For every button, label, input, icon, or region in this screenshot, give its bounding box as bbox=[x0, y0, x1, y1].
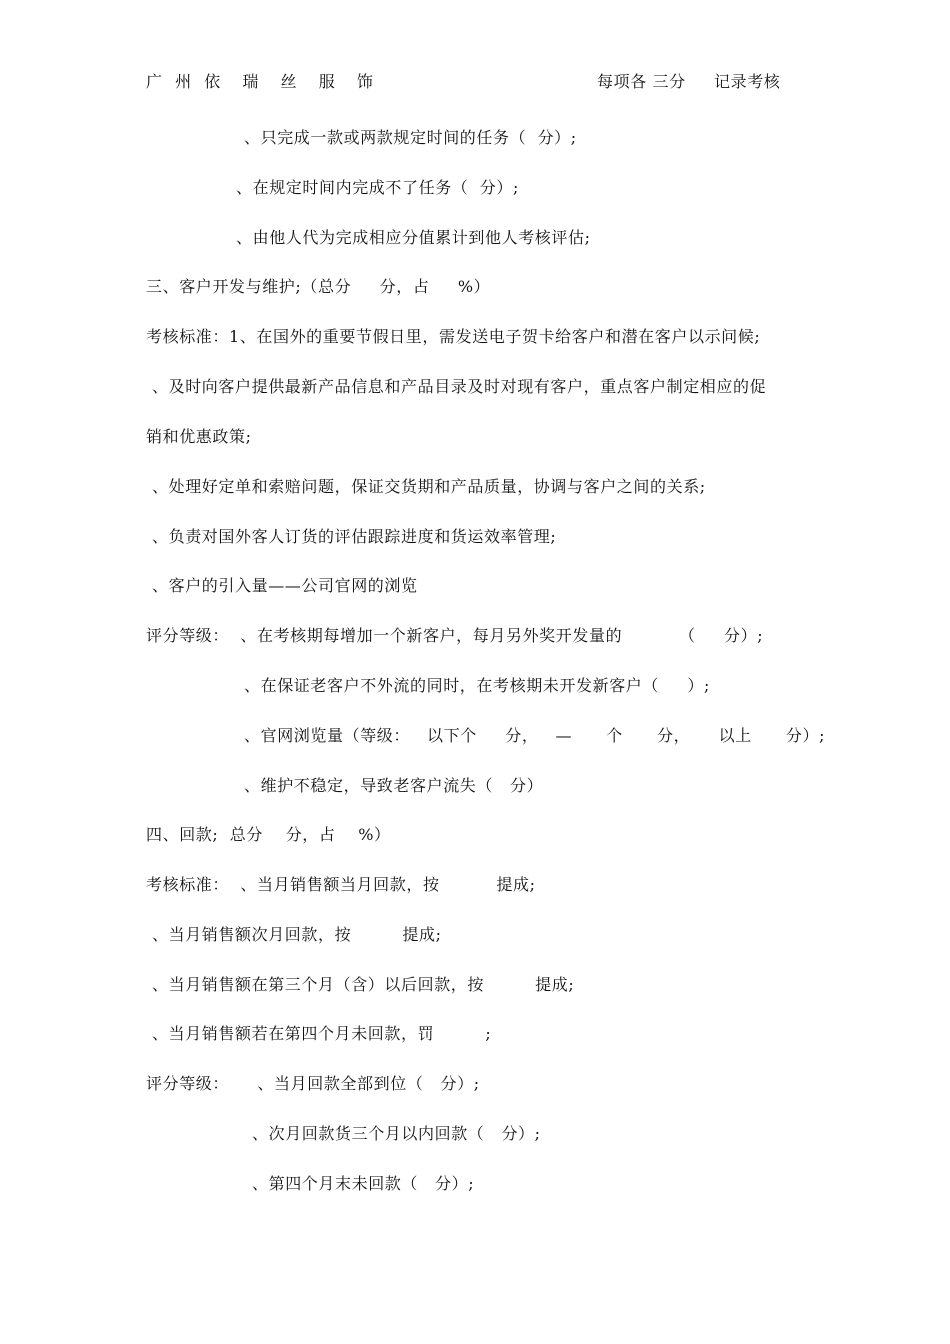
text-line: 、当月销售额次月回款，按 提成; bbox=[152, 925, 442, 944]
text-line: 、维护不稳定，导致老客户流失（ 分） bbox=[244, 776, 544, 795]
text-line: 、官网浏览量（等级： 以下个 分， — 个 分， 以上 分）; bbox=[244, 726, 826, 745]
text-line: 考核标准： 、当月销售额当月回款，按 提成; bbox=[146, 875, 536, 894]
text-line: 评分等级： 、当月回款全部到位（ 分）; bbox=[146, 1074, 480, 1093]
text-line: 、处理好定单和索赔问题，保证交货期和产品质量，协调与客户之间的关系; bbox=[152, 477, 706, 496]
record-label: 记录考核 bbox=[714, 72, 781, 91]
text-line: 、客户的引入量——公司官网的浏览 bbox=[152, 576, 418, 595]
text-line: 考核标准：1、在国外的重要节假日里，需发送电子贺卡给客户和潜在客户以示问候; bbox=[146, 327, 761, 346]
text-line: 、次月回款货三个月以内回款（ 分）; bbox=[252, 1124, 541, 1143]
text-line: 、当月销售额若在第四个月未回款，罚 ; bbox=[152, 1024, 492, 1043]
section-heading: 四、回款; 总分 分，占 %） bbox=[146, 825, 391, 844]
text-line: 、只完成一款或两款规定时间的任务（ 分）; bbox=[244, 128, 577, 147]
company-name: 广 州 依 瑞 丝 服 饰 bbox=[146, 72, 377, 91]
section-heading: 三、客户开发与维护;（总分 分，占 %） bbox=[146, 277, 491, 296]
text-line: 、第四个月末未回款（ 分）; bbox=[252, 1174, 475, 1193]
text-line: 、由他人代为完成相应分值累计到他人考核评估; bbox=[236, 228, 591, 247]
text-line: 销和优惠政策; bbox=[146, 427, 252, 446]
text-line: 、及时向客户提供最新产品信息和产品目录及时对现有客户，重点客户制定相应的促 bbox=[152, 377, 767, 396]
text-line: 、在保证老客户不外流的同时，在考核期未开发新客户（ ）; bbox=[244, 676, 711, 695]
text-line: 、负责对国外客人订货的评估跟踪进度和货运效率管理; bbox=[152, 527, 557, 546]
score-note: 每项各 三分 bbox=[597, 72, 686, 91]
text-line: 、在规定时间内完成不了任务（ 分）; bbox=[236, 178, 519, 197]
text-line: 、当月销售额在第三个月（含）以后回款，按 提成; bbox=[152, 975, 575, 994]
text-line: 评分等级： 、在考核期每增加一个新客户，每月另外奖开发量的 （ 分）; bbox=[146, 626, 764, 645]
